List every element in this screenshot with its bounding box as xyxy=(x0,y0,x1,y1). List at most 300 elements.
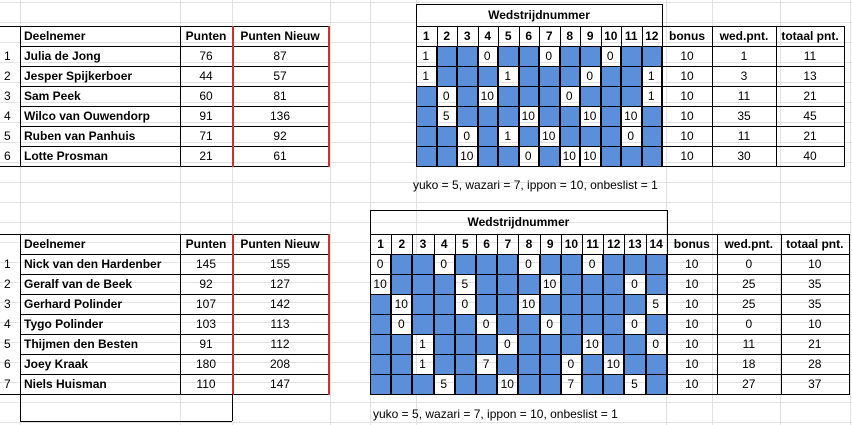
table-border xyxy=(478,26,479,167)
match-score-cell[interactable] xyxy=(561,294,582,314)
bonus-value[interactable]: 10 xyxy=(680,69,694,83)
match-score-cell[interactable] xyxy=(437,126,458,146)
match-score-cell[interactable] xyxy=(434,314,455,334)
table-border xyxy=(416,26,417,167)
match-score-cell[interactable]: 0 xyxy=(437,86,458,106)
match-score-cell[interactable]: 10 xyxy=(457,146,478,166)
table-border xyxy=(560,26,561,167)
match-score-cell[interactable]: 10 xyxy=(497,374,518,394)
header-wedstrijdnummer: Wedstrijdnummer xyxy=(467,215,570,229)
punten-value[interactable]: 145 xyxy=(195,257,217,271)
table-border xyxy=(561,234,562,395)
bonus-value[interactable]: 10 xyxy=(685,337,699,351)
wed-pnt-value[interactable]: 27 xyxy=(742,377,756,391)
match-score-cell[interactable]: 5 xyxy=(437,106,458,126)
scoring-legend-note: yuko = 5, wazari = 7, ippon = 10, onbeslist = 1 xyxy=(413,178,658,192)
match-score-cell[interactable] xyxy=(646,314,667,334)
totaal-pnt-value[interactable]: 37 xyxy=(808,377,822,391)
match-score-cell[interactable] xyxy=(412,294,433,314)
match-score-cell[interactable] xyxy=(476,254,497,274)
match-score-cell[interactable]: 10 xyxy=(539,126,560,146)
match-score-cell[interactable] xyxy=(518,334,539,354)
header-deelnemer: Deelnemer xyxy=(24,29,86,43)
match-score-cell[interactable] xyxy=(646,354,667,374)
table-border xyxy=(370,210,667,211)
participant-name[interactable]: Wilco van Ouwendorp xyxy=(24,109,150,123)
match-score-cell[interactable]: 0 xyxy=(519,146,540,166)
table-border xyxy=(781,234,782,395)
match-score-cell[interactable]: 0 xyxy=(540,314,561,334)
match-score-cell[interactable] xyxy=(437,66,458,86)
match-score-cell[interactable] xyxy=(540,334,561,354)
match-score-cell[interactable] xyxy=(457,86,478,106)
wed-pnt-value[interactable]: 18 xyxy=(742,357,756,371)
table-border xyxy=(519,26,520,167)
match-score-cell[interactable]: 0 xyxy=(582,254,603,274)
match-score-cell[interactable] xyxy=(457,106,478,126)
match-score-cell[interactable] xyxy=(539,146,560,166)
punten-nieuw-value[interactable]: 92 xyxy=(273,129,287,143)
punten-nieuw-value[interactable]: 155 xyxy=(269,257,291,271)
table-border xyxy=(667,210,668,234)
participant-name[interactable]: Jesper Spijkerboer xyxy=(24,69,133,83)
punten-value[interactable]: 180 xyxy=(195,357,217,371)
punten-nieuw-value[interactable]: 142 xyxy=(269,297,291,311)
match-score-cell[interactable] xyxy=(621,46,642,66)
match-score-cell[interactable] xyxy=(434,294,455,314)
totaal-pnt-value[interactable]: 35 xyxy=(808,277,822,291)
punten-nieuw-value[interactable]: 81 xyxy=(273,89,287,103)
wed-pnt-value[interactable]: 11 xyxy=(737,129,751,143)
punten-value[interactable]: 92 xyxy=(199,277,213,291)
match-number-14: 14 xyxy=(649,237,663,251)
match-score-cell[interactable] xyxy=(370,294,391,314)
punten-nieuw-value[interactable]: 112 xyxy=(270,337,290,351)
match-score-cell[interactable] xyxy=(539,66,560,86)
wed-pnt-value[interactable]: 25 xyxy=(742,297,756,311)
match-score-cell[interactable] xyxy=(601,86,622,106)
match-score-cell[interactable] xyxy=(455,314,476,334)
table-border xyxy=(20,26,328,27)
match-score-cell[interactable] xyxy=(412,274,433,294)
match-score-cell[interactable] xyxy=(540,254,561,274)
header-wedstrijdnummer: Wedstrijdnummer xyxy=(488,8,590,22)
punten-value[interactable]: 71 xyxy=(199,129,213,143)
match-score-cell[interactable] xyxy=(540,354,561,374)
match-score-cell[interactable] xyxy=(646,374,667,394)
match-score-cell[interactable] xyxy=(497,274,518,294)
table-border xyxy=(646,234,647,395)
totaal-pnt-value[interactable]: 28 xyxy=(808,357,822,371)
match-score-cell[interactable]: 10 xyxy=(580,106,601,126)
match-score-cell[interactable] xyxy=(391,274,412,294)
match-score-cell[interactable]: 0 xyxy=(580,66,601,86)
row-index: 3 xyxy=(4,89,11,103)
match-score-cell[interactable]: 0 xyxy=(646,334,667,354)
match-score-cell[interactable] xyxy=(412,314,433,334)
participant-name[interactable]: Geralf van de Beek xyxy=(24,277,133,291)
match-score-cell[interactable] xyxy=(434,354,455,374)
sheet-gridline xyxy=(0,402,852,403)
participant-name[interactable]: Gerhard Polinder xyxy=(24,297,123,311)
match-score-cell[interactable] xyxy=(624,354,645,374)
table-border xyxy=(455,234,456,395)
match-number-5: 5 xyxy=(504,29,512,43)
match-score-cell[interactable] xyxy=(497,254,518,274)
wed-pnt-value[interactable]: 25 xyxy=(742,277,756,291)
punten-nieuw-value[interactable]: 57 xyxy=(273,69,287,83)
bonus-value[interactable]: 10 xyxy=(685,297,699,311)
match-score-cell[interactable] xyxy=(624,254,645,274)
match-score-cell[interactable] xyxy=(582,354,603,374)
match-score-cell[interactable] xyxy=(476,294,497,314)
punten-nieuw-value[interactable]: 61 xyxy=(273,149,287,163)
match-score-cell[interactable] xyxy=(582,314,603,334)
punten-nieuw-value[interactable]: 113 xyxy=(270,317,290,331)
match-number-9: 9 xyxy=(546,237,554,251)
match-score-cell[interactable] xyxy=(539,86,560,106)
table-border xyxy=(20,294,328,295)
match-score-cell[interactable] xyxy=(540,294,561,314)
totaal-pnt-value[interactable]: 13 xyxy=(803,69,817,83)
table-border xyxy=(20,354,328,355)
punten-value[interactable]: 107 xyxy=(195,297,217,311)
bonus-value[interactable]: 10 xyxy=(685,357,699,371)
match-score-cell[interactable] xyxy=(539,106,560,126)
match-score-cell[interactable]: 0 xyxy=(518,254,539,274)
row-index: 4 xyxy=(4,317,11,331)
match-score-cell[interactable] xyxy=(434,274,455,294)
match-score-cell[interactable]: 10 xyxy=(580,146,601,166)
totaal-pnt-value[interactable]: 10 xyxy=(808,317,822,331)
match-score-cell[interactable] xyxy=(561,254,582,274)
punten-value[interactable]: 60 xyxy=(199,89,213,103)
match-score-cell[interactable]: 10 xyxy=(603,354,624,374)
match-score-cell[interactable] xyxy=(391,334,412,354)
match-score-cell[interactable]: 10 xyxy=(370,274,391,294)
match-score-cell[interactable] xyxy=(561,274,582,294)
match-score-cell[interactable]: 0 xyxy=(560,86,581,106)
punten-value[interactable]: 91 xyxy=(199,109,213,123)
totaal-pnt-value[interactable]: 21 xyxy=(808,337,822,351)
match-score-cell[interactable] xyxy=(416,86,437,106)
match-score-cell[interactable]: 1 xyxy=(412,334,433,354)
match-score-cell[interactable]: 0 xyxy=(624,314,645,334)
match-score-cell[interactable] xyxy=(621,86,642,106)
match-score-cell[interactable]: 5 xyxy=(455,274,476,294)
table-border xyxy=(580,26,581,167)
match-score-cell[interactable] xyxy=(642,46,663,66)
wed-pnt-value[interactable]: 11 xyxy=(742,337,756,351)
match-score-cell[interactable] xyxy=(519,86,540,106)
table-border xyxy=(180,234,181,395)
match-score-cell[interactable]: 0 xyxy=(624,274,645,294)
match-score-cell[interactable]: 7 xyxy=(476,354,497,374)
wed-pnt-value[interactable]: 35 xyxy=(737,109,751,123)
match-score-cell[interactable] xyxy=(518,274,539,294)
bonus-value[interactable]: 10 xyxy=(685,277,699,291)
participant-name[interactable]: Lotte Prosman xyxy=(24,149,109,163)
bonus-value[interactable]: 10 xyxy=(685,377,699,391)
match-score-cell[interactable] xyxy=(478,126,499,146)
match-score-cell[interactable]: 10 xyxy=(518,294,539,314)
match-score-cell[interactable] xyxy=(455,374,476,394)
participant-name[interactable]: Niels Huisman xyxy=(24,377,107,391)
totaal-pnt-value[interactable]: 11 xyxy=(803,49,817,63)
match-score-cell[interactable]: 10 xyxy=(621,106,642,126)
match-score-cell[interactable] xyxy=(603,254,624,274)
match-score-cell[interactable] xyxy=(478,146,499,166)
match-score-cell[interactable] xyxy=(601,66,622,86)
match-score-cell[interactable]: 5 xyxy=(434,374,455,394)
totaal-pnt-value[interactable]: 10 xyxy=(808,257,822,271)
match-score-cell[interactable] xyxy=(457,46,478,66)
bonus-value[interactable]: 10 xyxy=(680,49,694,63)
match-score-cell[interactable] xyxy=(601,126,622,146)
table-border xyxy=(518,234,519,395)
match-number-4: 4 xyxy=(484,29,492,43)
match-score-cell[interactable]: 1 xyxy=(412,354,433,374)
match-score-cell[interactable] xyxy=(455,354,476,374)
match-score-cell[interactable] xyxy=(624,334,645,354)
match-score-cell[interactable] xyxy=(476,274,497,294)
match-score-cell[interactable] xyxy=(580,126,601,146)
participant-name[interactable]: Joey Kraak xyxy=(24,357,89,371)
punten-nieuw-value[interactable]: 127 xyxy=(269,277,291,291)
bonus-value[interactable]: 10 xyxy=(685,257,699,271)
table-border xyxy=(539,26,540,167)
match-score-cell[interactable]: 10 xyxy=(391,294,412,314)
punten-value[interactable]: 110 xyxy=(196,377,216,391)
table-border xyxy=(20,421,232,422)
match-score-cell[interactable] xyxy=(478,66,499,86)
match-score-cell[interactable] xyxy=(370,334,391,354)
match-score-cell[interactable] xyxy=(519,46,540,66)
match-score-cell[interactable] xyxy=(560,46,581,66)
match-score-cell[interactable] xyxy=(580,46,601,66)
match-score-cell[interactable] xyxy=(437,46,458,66)
match-score-cell[interactable] xyxy=(603,374,624,394)
totaal-pnt-value[interactable]: 21 xyxy=(803,89,817,103)
punten-nieuw-value[interactable]: 208 xyxy=(269,357,291,371)
match-score-cell[interactable] xyxy=(603,274,624,294)
participant-name[interactable]: Julia de Jong xyxy=(24,49,101,63)
match-score-cell[interactable] xyxy=(560,66,581,86)
scoring-legend-note: yuko = 5, wazari = 7, ippon = 10, onbeslist = 1 xyxy=(373,407,618,421)
table-border xyxy=(180,26,181,167)
match-score-cell[interactable] xyxy=(412,254,433,274)
match-number-1: 1 xyxy=(377,237,384,251)
sheet-gridline xyxy=(0,422,852,423)
match-number-3: 3 xyxy=(419,237,427,251)
participant-name[interactable]: Thijmen den Besten xyxy=(24,337,139,351)
match-score-cell[interactable]: 0 xyxy=(434,254,455,274)
match-score-cell[interactable] xyxy=(603,314,624,334)
match-score-cell[interactable] xyxy=(370,374,391,394)
match-number-11: 11 xyxy=(586,237,599,251)
bonus-value[interactable]: 10 xyxy=(680,129,694,143)
red-divider xyxy=(232,234,234,395)
wed-pnt-value[interactable]: 1 xyxy=(740,49,748,63)
table-border xyxy=(457,26,458,167)
match-score-cell[interactable]: 10 xyxy=(560,146,581,166)
match-score-cell[interactable]: 0 xyxy=(497,334,518,354)
match-score-cell[interactable] xyxy=(497,354,518,374)
match-score-cell[interactable]: 0 xyxy=(601,46,622,66)
row-index: 5 xyxy=(4,337,11,351)
match-score-cell[interactable]: 1 xyxy=(416,46,437,66)
punten-value[interactable]: 21 xyxy=(199,149,213,163)
wed-pnt-value[interactable]: 3 xyxy=(740,69,748,83)
participant-name[interactable]: Ruben van Panhuis xyxy=(24,129,136,143)
match-score-cell[interactable] xyxy=(518,314,539,334)
match-score-cell[interactable] xyxy=(416,146,437,166)
match-score-cell[interactable]: 0 xyxy=(370,254,391,274)
punten-value[interactable]: 44 xyxy=(199,69,213,83)
match-score-cell[interactable] xyxy=(582,294,603,314)
match-score-cell[interactable] xyxy=(582,374,603,394)
match-score-cell[interactable] xyxy=(476,374,497,394)
match-score-cell[interactable] xyxy=(603,334,624,354)
participant-name[interactable]: Tygo Polinder xyxy=(24,317,104,331)
wed-pnt-value[interactable]: 30 xyxy=(737,149,751,163)
match-score-cell[interactable] xyxy=(560,106,581,126)
wed-pnt-value[interactable]: 0 xyxy=(745,317,753,331)
match-score-cell[interactable]: 1 xyxy=(498,66,519,86)
match-score-cell[interactable] xyxy=(498,86,519,106)
table-border xyxy=(370,314,849,315)
punten-value[interactable]: 103 xyxy=(195,317,217,331)
match-score-cell[interactable]: 5 xyxy=(646,294,667,314)
totaal-pnt-value[interactable]: 45 xyxy=(803,109,817,123)
match-score-cell[interactable] xyxy=(455,254,476,274)
match-score-cell[interactable] xyxy=(561,334,582,354)
match-number-12: 12 xyxy=(607,237,621,251)
match-score-cell[interactable] xyxy=(498,106,519,126)
match-score-cell[interactable] xyxy=(391,354,412,374)
match-score-cell[interactable]: 0 xyxy=(478,46,499,66)
match-score-cell[interactable]: 1 xyxy=(498,126,519,146)
match-score-cell[interactable] xyxy=(370,314,391,334)
participant-name[interactable]: Nick van den Hardenber xyxy=(24,257,162,271)
bonus-value[interactable]: 10 xyxy=(685,317,699,331)
match-score-cell[interactable] xyxy=(582,274,603,294)
match-score-cell[interactable] xyxy=(412,374,433,394)
match-score-cell[interactable] xyxy=(518,354,539,374)
match-score-cell[interactable] xyxy=(497,294,518,314)
match-score-cell[interactable]: 10 xyxy=(582,334,603,354)
match-score-cell[interactable] xyxy=(498,146,519,166)
match-score-cell[interactable] xyxy=(476,334,497,354)
punten-nieuw-value[interactable]: 87 xyxy=(273,49,287,63)
wed-pnt-value[interactable]: 0 xyxy=(745,257,753,271)
match-score-cell[interactable] xyxy=(498,46,519,66)
punten-value[interactable]: 76 xyxy=(199,49,213,63)
totaal-pnt-value[interactable]: 21 xyxy=(803,129,817,143)
match-score-cell[interactable] xyxy=(540,374,561,394)
row-index: 2 xyxy=(4,69,11,83)
match-score-cell[interactable]: 0 xyxy=(455,294,476,314)
match-score-cell[interactable]: 10 xyxy=(519,106,540,126)
match-score-cell[interactable] xyxy=(391,254,412,274)
match-score-cell[interactable]: 1 xyxy=(416,66,437,86)
punten-nieuw-value[interactable]: 147 xyxy=(269,377,291,391)
table-border xyxy=(20,146,328,147)
match-score-cell[interactable] xyxy=(561,314,582,334)
match-number-8: 8 xyxy=(566,29,574,43)
match-score-cell[interactable] xyxy=(646,254,667,274)
bonus-value[interactable]: 10 xyxy=(680,109,694,123)
match-score-cell[interactable] xyxy=(457,66,478,86)
match-score-cell[interactable] xyxy=(370,354,391,374)
header-bonus: bonus xyxy=(673,237,710,251)
match-score-cell[interactable] xyxy=(624,294,645,314)
table-border xyxy=(370,210,371,234)
punten-nieuw-value[interactable]: 136 xyxy=(269,109,291,123)
table-border xyxy=(20,394,328,395)
match-score-cell[interactable] xyxy=(603,294,624,314)
match-score-cell[interactable] xyxy=(391,374,412,394)
match-score-cell[interactable] xyxy=(560,126,581,146)
totaal-pnt-value[interactable]: 40 xyxy=(803,149,817,163)
match-score-cell[interactable]: 0 xyxy=(476,314,497,334)
match-score-cell[interactable] xyxy=(621,66,642,86)
match-score-cell[interactable] xyxy=(642,146,663,166)
wed-pnt-value[interactable]: 11 xyxy=(737,89,751,103)
match-score-cell[interactable]: 7 xyxy=(561,374,582,394)
match-score-cell[interactable]: 0 xyxy=(539,46,560,66)
match-score-cell[interactable]: 10 xyxy=(478,86,499,106)
match-score-cell[interactable] xyxy=(519,66,540,86)
match-score-cell[interactable] xyxy=(416,106,437,126)
row-index: 2 xyxy=(4,277,11,291)
match-score-cell[interactable] xyxy=(497,314,518,334)
match-score-cell[interactable] xyxy=(478,106,499,126)
match-score-cell[interactable] xyxy=(416,126,437,146)
match-score-cell[interactable]: 5 xyxy=(624,374,645,394)
match-score-cell[interactable] xyxy=(642,126,663,146)
table-border xyxy=(662,26,663,167)
match-score-cell[interactable] xyxy=(646,274,667,294)
bonus-value[interactable]: 10 xyxy=(680,149,694,163)
match-score-cell[interactable] xyxy=(642,106,663,126)
red-divider xyxy=(328,234,330,395)
match-score-cell[interactable] xyxy=(455,334,476,354)
header-totaal-pnt: totaal pnt. xyxy=(781,29,839,43)
match-score-cell[interactable] xyxy=(580,86,601,106)
table-border xyxy=(416,166,844,167)
match-score-cell[interactable]: 0 xyxy=(561,354,582,374)
participant-name[interactable]: Sam Peek xyxy=(24,89,81,103)
table-border xyxy=(624,234,625,395)
punten-value[interactable]: 91 xyxy=(199,337,213,351)
match-score-cell[interactable]: 0 xyxy=(391,314,412,334)
totaal-pnt-value[interactable]: 35 xyxy=(808,297,822,311)
match-score-cell[interactable]: 10 xyxy=(540,274,561,294)
match-score-cell[interactable] xyxy=(601,106,622,126)
match-score-cell[interactable] xyxy=(621,146,642,166)
match-score-cell[interactable] xyxy=(434,334,455,354)
match-score-cell[interactable]: 0 xyxy=(621,126,642,146)
match-score-cell[interactable]: 0 xyxy=(457,126,478,146)
match-score-cell[interactable] xyxy=(518,374,539,394)
bonus-value[interactable]: 10 xyxy=(680,89,694,103)
match-score-cell[interactable]: 1 xyxy=(642,66,663,86)
match-score-cell[interactable] xyxy=(601,146,622,166)
match-score-cell[interactable] xyxy=(519,126,540,146)
match-score-cell[interactable]: 1 xyxy=(642,86,663,106)
match-score-cell[interactable] xyxy=(437,146,458,166)
